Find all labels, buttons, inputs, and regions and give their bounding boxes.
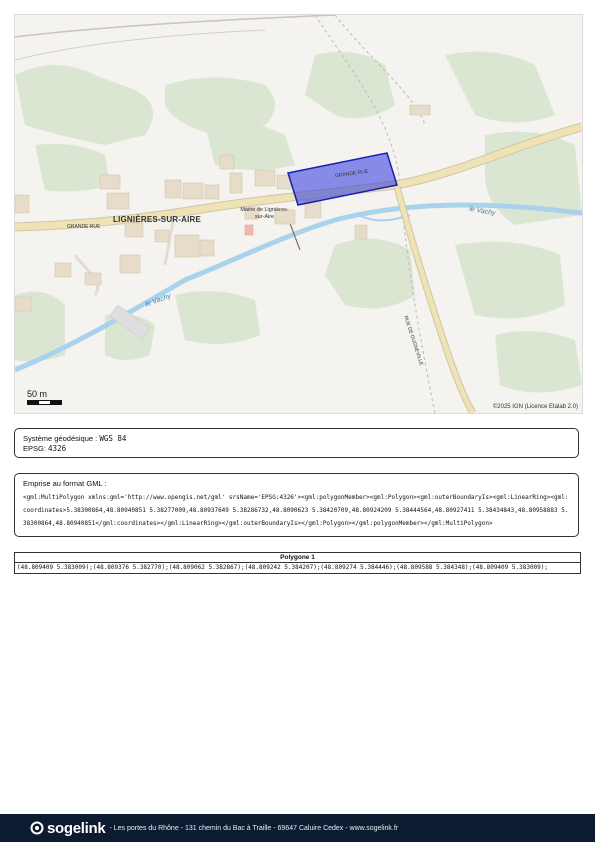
mairie-label: Mairie de Lignières-sur-Aire (240, 207, 289, 220)
gml-text: <gml:MultiPolygon xmlns:gml='http://www.opengis.net/gml' srsName='EPSG:4326'><gml:polygonMember><gml:Polygon><gml:outerBoundaryIs><gml:LinearRing><gml:coordinates>5.38300864,48.80940851 5.38277009,48.80937649 5.38286732,48.8090623 5.38420709,48.80924209 5.38444564,48.80927411 5.38434843,48.80958883 5.38300864,48.80940851</gml:coordinates></gml:LinearRing></gml:outerBoundaryIs></gml:Polygon></gml:polygonMember></gml:MultiPolygon> (23, 494, 569, 527)
polygon-table (14, 552, 581, 574)
street-label-left: GRANDE RUE (67, 224, 101, 230)
river-label-2: le Vachy (144, 292, 172, 309)
gml-box (14, 473, 579, 537)
place-label: LIGNIÈRES-SUR-AIRE (113, 215, 202, 224)
polygon-table-header: Polygone 1 (15, 553, 581, 563)
epsg-value: 4326 (48, 444, 67, 453)
epsg-label: EPSG: (23, 444, 46, 453)
map-canvas (15, 15, 582, 413)
geodesic-info-box (14, 428, 579, 458)
scale-bar (27, 400, 62, 405)
sogelink-logo[interactable] (30, 820, 105, 837)
map-view[interactable] (14, 14, 583, 414)
map-attribution: ©2025 IGN (Licence Etalab 2.0) (492, 404, 578, 410)
scale-label: 50 m (27, 389, 48, 399)
geodesic-label: Système géodésique : (23, 434, 98, 443)
brand-name: sogelink (47, 819, 106, 837)
street-label-right: GRANDE RUE (334, 168, 369, 180)
footer (0, 814, 595, 842)
gml-label: Emprise au format GML : (23, 479, 107, 488)
street-label-south: RUE DE DUGNEVILLE (402, 315, 425, 367)
map-scale (27, 389, 62, 405)
sogelink-logo-icon (30, 821, 44, 835)
river-label-1: le Vachy (468, 205, 496, 218)
footer-address: - Les portes du Rhône - 131 chemin du Bac à Traille - 69647 Caluire Cedex - www.sogelink.fr (109, 824, 399, 832)
polygon-coordinates: (48.809409 5.383009);(48.809376 5.382770);(48.809062 5.382867);(48.809242 5.384207);(48.809274 5.384446);(48.809588 5.384348);(48.809409 5.383009); (15, 563, 581, 574)
geodesic-value: WGS 84 (99, 434, 127, 443)
